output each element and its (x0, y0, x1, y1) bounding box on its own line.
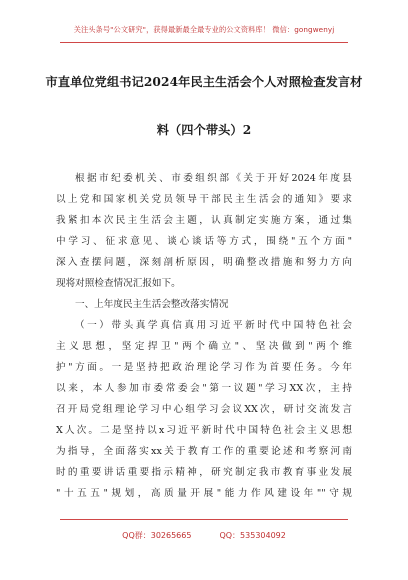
body-line: 深入查摆问题，深刻剖析原因，明确整改措施和努力方向 (56, 257, 352, 268)
header-divider (60, 42, 348, 43)
body-line: 我紧扣本次民主生活会主题，认真制定实施方案，通过集 (56, 215, 352, 226)
body-line: 现将对照检查情况汇报如下。 (56, 278, 181, 289)
qq-number: 535304092 (240, 531, 286, 540)
body-line: 时的重要讲话重要指示精神，研究制定我市教育事业发展 (56, 467, 352, 478)
footer-contact (0, 530, 408, 541)
document-title-line-2: 料（四个带头）2 (156, 123, 252, 137)
qq-label: QQ： (219, 531, 241, 540)
body-line: 护"方面。一是坚持把政治理论学习作为首要任务。今年 (56, 362, 352, 373)
banner-text: 关注头条号"公文研究"，获得最新最全最专业的公文资料库！ 微信：gongwenyj (73, 25, 335, 34)
body-line: 根据市纪委机关、市委组织部《关于开好2024年度县 (75, 173, 352, 184)
body-line: 为指导，全面落实xx关于教育工作的重要论述和考察河南 (56, 446, 352, 457)
header-banner (0, 25, 408, 35)
qq-group-number: 30265665 (150, 531, 192, 540)
section-heading: 一、上年度民主生活会整改落实情况 (75, 299, 229, 310)
body-line: 召开局党组理论学习中心组学习会议XX次，研讨交流发言 (56, 404, 352, 415)
body-line: "十五五"规划，高质量开展"能力作风建设年""守规 (56, 488, 352, 499)
body-line: X人次。二是坚持以x习近平新时代中国特色社会主义思想 (56, 425, 352, 436)
footer-divider (60, 519, 348, 520)
body-line: （一）带头真学真信真用习近平新时代中国特色社会 (75, 320, 352, 331)
document-title-line-1: 市直单位党组书记2024年民主生活会个人对照检查发言材 (45, 75, 363, 89)
body-line: 中学习、征求意见、谈心谈话等方式，围绕"五个方面" (56, 236, 352, 247)
body-line: 主义思想，坚定捍卫"两个确立"、坚决做到"两个维 (56, 341, 352, 352)
body-line: 以来，本人参加市委常委会"第一议题"学习XX次，主持 (56, 383, 352, 394)
qq-group-label: QQ群： (122, 531, 151, 540)
document-body (56, 168, 352, 504)
body-line: 以上党和国家机关党员领导干部民主生活会的通知》要求 (56, 194, 352, 205)
